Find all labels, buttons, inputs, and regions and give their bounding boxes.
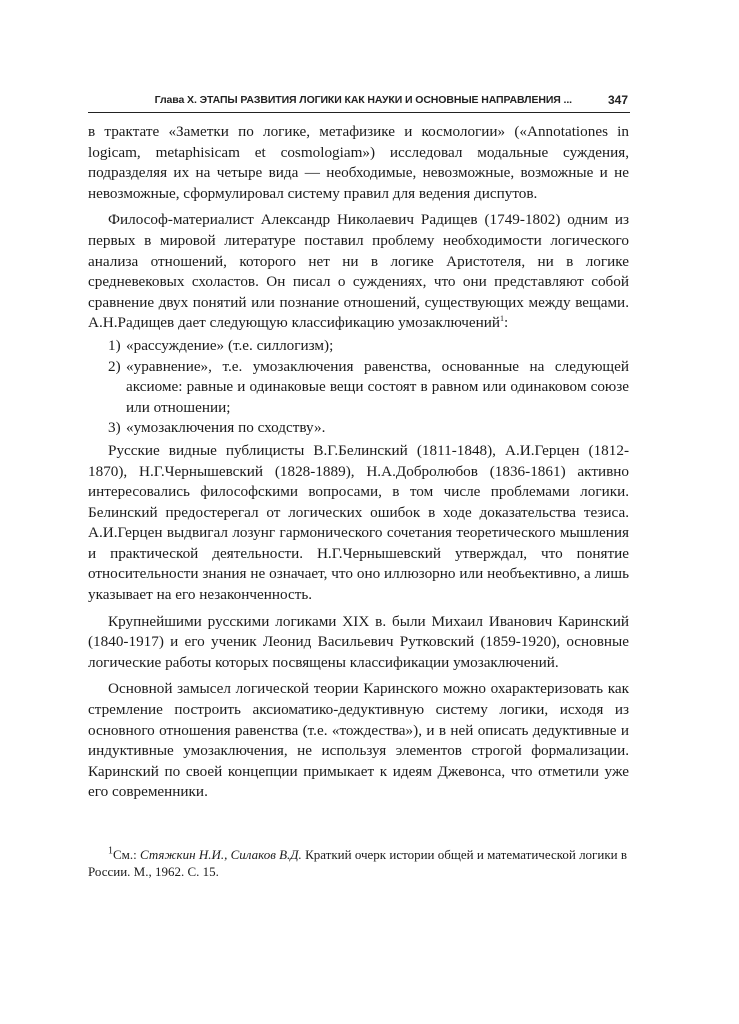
inference-list — [88, 336, 629, 439]
paragraph: Основной замысел логической теории Каринского можно охарактеризовать как стремление построить аксиоматико-дедуктивную систему логики, исходя из основного отношения равенства (т.е. «тождества»), и в ней описать дедуктивные и индуктивные умозаключения, не используя элементов строгой формализации. Каринский по своей концепции примыкает к идеям Джевонса, что отметили уже его современники. — [88, 680, 629, 801]
chapter-title: Глава X. ЭТАПЫ РАЗВИТИЯ ЛОГИКИ КАК НАУКИ И ОСНОВНЫЕ НАПРАВЛЕНИЯ ... — [154, 94, 572, 106]
paragraph: Крупнейшими русскими логиками XIX в. были Михаил Иванович Каринский (1840-1917) и его ученик Леонид Васильевич Рутковский (1859-1920), основные логические работы которых посвящены классификации умозаключений. — [88, 612, 629, 671]
footnote-marker: 1 — [108, 845, 113, 857]
footnote-text — [88, 846, 629, 880]
main-text — [88, 122, 629, 803]
list-text: «умозаключения по сходству». — [126, 419, 326, 437]
colon: : — [503, 314, 509, 332]
list-number: 2) — [108, 357, 121, 375]
list-item — [88, 336, 629, 357]
list-number: 1) — [108, 336, 121, 354]
footnote-prefix: См.: — [113, 847, 141, 862]
paragraph — [88, 210, 629, 334]
footnote-ref: 1 — [499, 314, 504, 324]
paragraph: Русские видные публицисты В.Г.Белинский (1811-1848), А.И.Герцен (1812-1870), Н.Г.Чернышевский (1828-1889), Н.А.Добролюбов (1836-1861) активно интересовались философскими вопросами, в том числе проблемами логики. Белинский предостерегал от логических ошибок в ходе доказательства тезиса. А.И.Герцен выдвигал лозунг гармонического сочетания теоретического мышления и практической деятельности. Н.Г.Чернышевский утверждал, что понятие относительности знания не означает, что оно иллюзорно или необъективно, а лишь указывает на его незаконченность. — [88, 441, 629, 604]
footnote — [88, 846, 629, 880]
list-text: «уравнение», т.е. умозаключения равенства, основанные на следующей аксиоме: равные и одинаковые вещи состоят в равном или одинаковом союзе или отношении; — [126, 357, 629, 416]
footnote-source: Краткий очерк истории общей и математической логики в России. М., 1962. С. 15. — [88, 847, 628, 879]
paragraph: в трактате «Заметки по логике, метафизике и космологии» («Annotationes in logicam, metaphisicam et cosmologiam») исследовал модальные суждения, подразделяя их на четыре вида — необходимые, невозможные, возможные и не невозможные, сформулировал систему правил для ведения диспутов. — [88, 123, 629, 202]
footnote-authors: Стяжкин Н.И., Силаков В.Д. — [140, 847, 302, 862]
list-item — [88, 418, 629, 439]
list-number: 3) — [108, 419, 121, 437]
running-header — [88, 92, 630, 113]
list-text: «рассуждение» (т.е. силлогизм); — [126, 336, 334, 354]
page-number: 347 — [607, 93, 628, 107]
paragraph-text: Философ-материалист Александр Николаевич Радищев (1749-1802) одним из первых в мировой литературе поставил проблему необходимости логического анализа отношений, которого нет ни в логике Аристотеля, ни в логике средневековых схоластов. Он писал о суждениях, что они представляют собой сравнение двух понятий или познание отношений, существующих между вещами. А.Н.Радищев дает следующую классификацию умозаключений — [88, 211, 629, 332]
list-item — [88, 357, 629, 419]
